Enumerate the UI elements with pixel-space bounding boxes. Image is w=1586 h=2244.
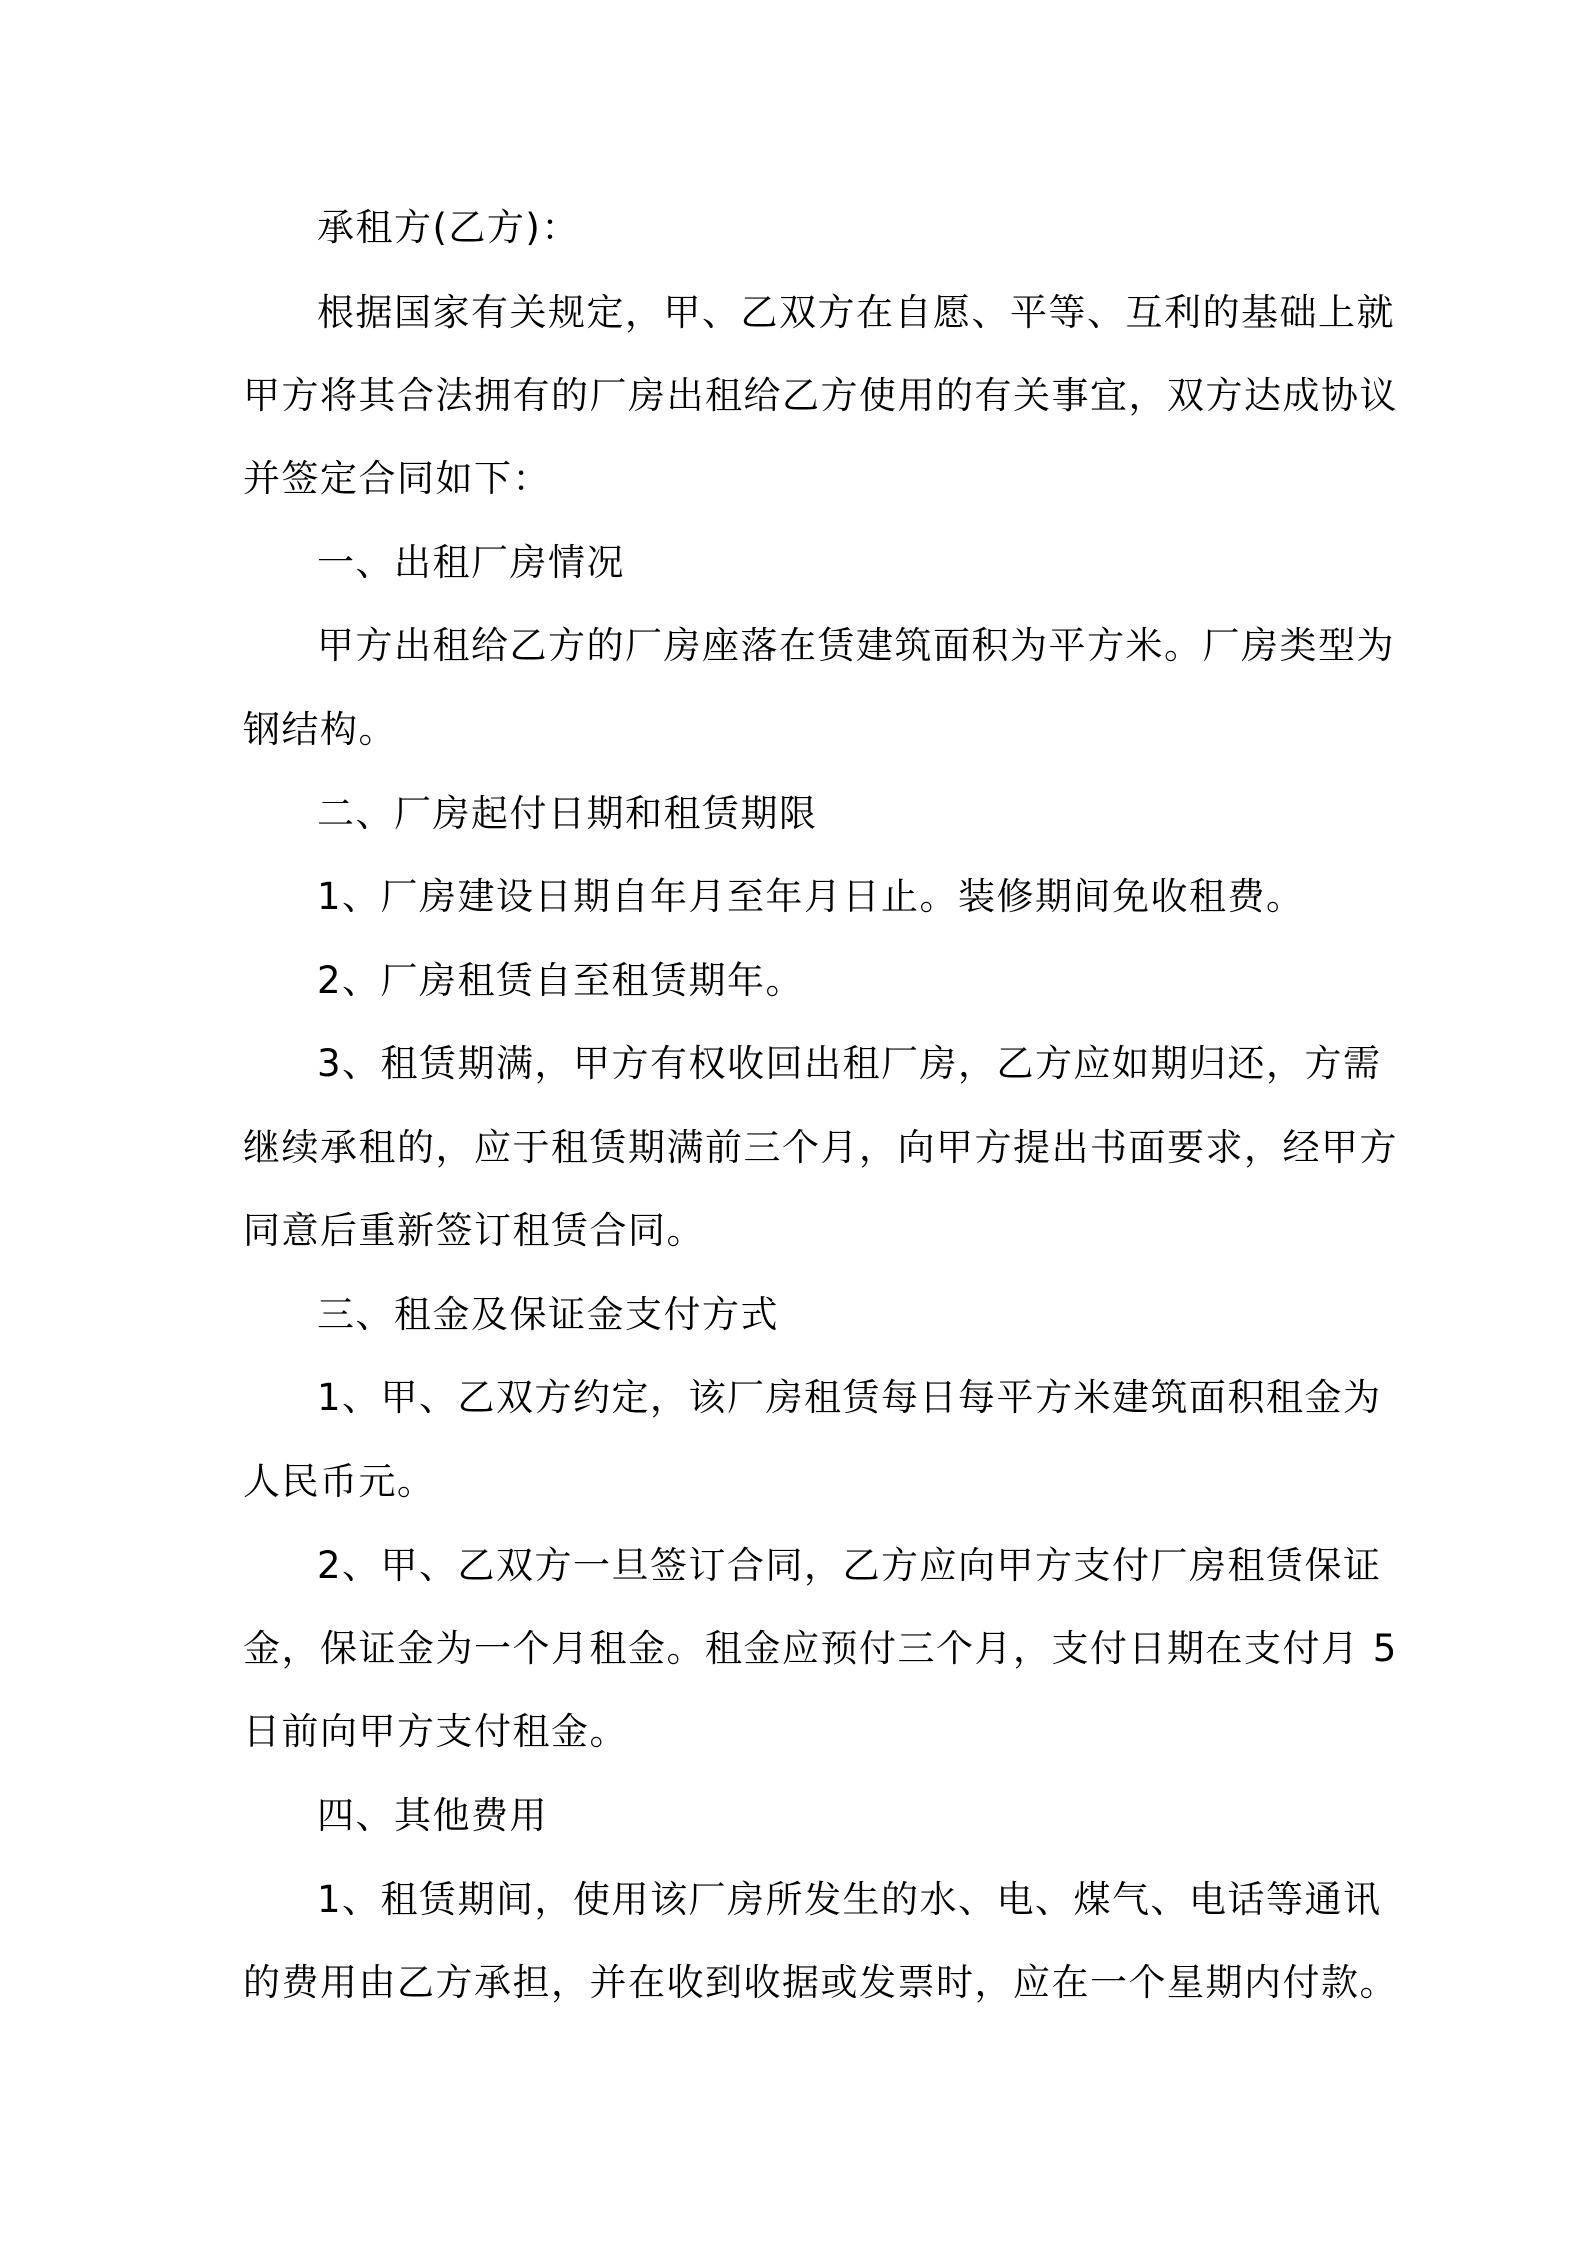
text-line: 承租方(乙方)：	[317, 206, 580, 249]
text-line: 根据国家有关规定，甲、乙双方在自愿、平等、互利的基础上就	[317, 291, 1395, 334]
section-heading: 二、厂房起付日期和租赁期限	[317, 792, 818, 835]
section-heading: 一、出租厂房情况	[317, 541, 625, 584]
text-line: 的费用由乙方承担，并在收到收据或发票时，应在一个星期内付款。	[243, 1961, 1398, 2004]
section-heading: 三、租金及保证金支付方式	[317, 1293, 779, 1336]
text-line: 人民币元。	[243, 1460, 436, 1503]
text-line: 金，保证金为一个月租金。租金应预付三个月，支付日期在支付月 5	[243, 1627, 1398, 1670]
section-heading: 四、其他费用	[317, 1794, 548, 1837]
text-line: 2、甲、乙双方一旦签订合同，乙方应向甲方支付厂房租赁保证	[317, 1544, 1382, 1587]
text-line: 甲方将其合法拥有的厂房出租给乙方使用的有关事宜，双方达成协议	[243, 374, 1398, 417]
text-line: 甲方出租给乙方的厂房座落在赁建筑面积为平方米。厂房类型为	[317, 624, 1395, 667]
text-line: 同意后重新签订租赁合同。	[243, 1209, 705, 1252]
text-line: 日前向甲方支付租金。	[243, 1710, 628, 1753]
text-line: 3、租赁期满，甲方有权收回出租厂房，乙方应如期归还，方需	[317, 1042, 1382, 1085]
text-line: 1、甲、乙双方约定，该厂房租赁每日每平方米建筑面积租金为	[317, 1376, 1382, 1419]
text-line: 并签定合同如下：	[243, 457, 551, 500]
text-line: 1、租赁期间，使用该厂房所发生的水、电、煤气、电话等通讯	[317, 1878, 1382, 1921]
text-line: 继续承租的，应于租赁期满前三个月，向甲方提出书面要求，经甲方	[243, 1126, 1398, 1169]
text-line: 钢结构。	[243, 708, 397, 751]
text-line: 2、厂房租赁自至租赁期年。	[317, 959, 805, 1002]
text-line: 1、厂房建设日期自年月至年月日止。装修期间免收租费。	[317, 875, 1305, 918]
